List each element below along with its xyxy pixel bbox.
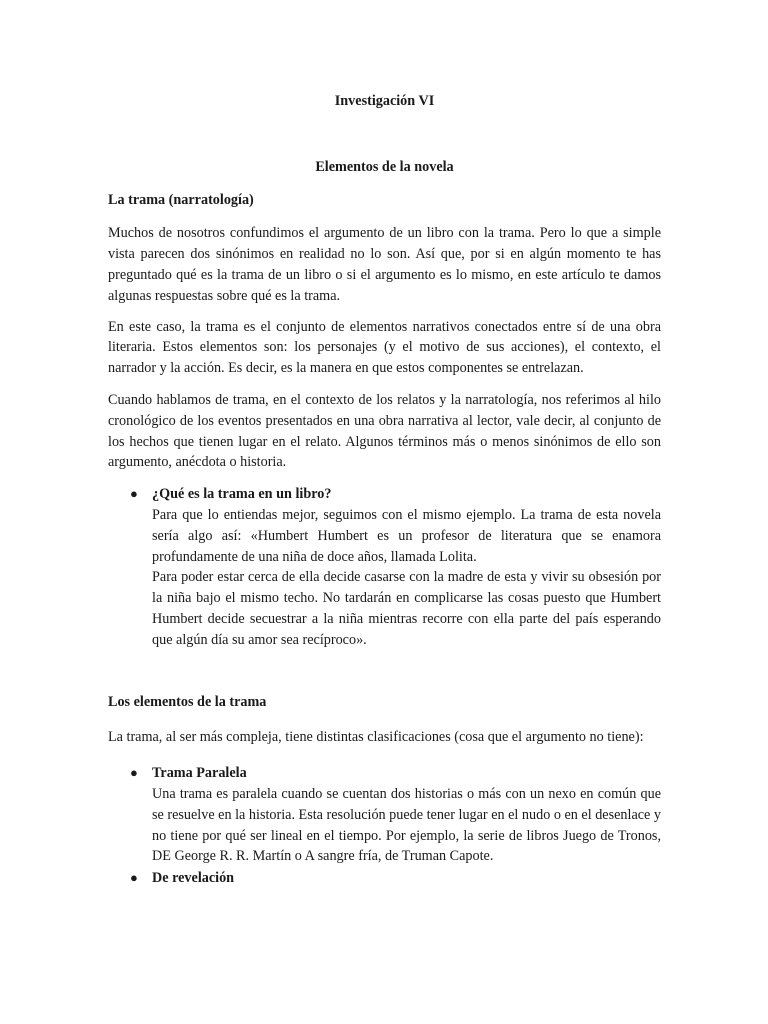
bullet-icon: ● xyxy=(130,765,138,781)
bullet-title: De revelación xyxy=(152,870,235,887)
bullet-icon: ● xyxy=(130,486,138,502)
document-page xyxy=(108,0,661,1024)
list-item xyxy=(108,868,661,889)
bullet-text: Para poder estar cerca de ella decide casarse con la madre de esta y vivir su obsesión por la niña bajo el mismo techo. No tardarán en complicarse las cosas puesto que Humbert Humbert decide secuestrar a la niña mientras recorre con ella parte del país esperando que algún día su amor sea recíproco». xyxy=(152,569,661,648)
bullet-list-trama xyxy=(108,484,661,650)
bullet-title: Trama Paralela xyxy=(152,765,247,782)
bullet-text: Una trama es paralela cuando se cuentan dos historias o más con un nexo en común que se resuelve en la historia. Esta resolución puede tener lugar en el nudo o en el desenlace y no tiene por qué ser lineal en el tiempo. Por ejemplo, la serie de libros Juego de Tronos, DE George R. R. Martín o A sangre fría, de Truman Capote. xyxy=(152,785,661,865)
document-subtitle: Elementos de la novela xyxy=(315,158,454,175)
list-item xyxy=(108,763,661,867)
list-item xyxy=(108,484,661,650)
bullet-text: Para que lo entiendas mejor, seguimos con el mismo ejemplo. La trama de esta novela sería algo así: «Humbert Humbert es un profesor de literatura que se enamora profundamente de una niña de doce años, llamada Lolita. xyxy=(152,506,661,565)
paragraph-definition: En este caso, la trama es el conjunto de elementos narrativos conectados entre sí de una obra literaria. Estos elementos son: los personajes (y el motivo de sus acciones), el contexto, el narrador y la acción. Es decir, es la manera en que estos componentes se entrelazan. xyxy=(108,318,661,377)
paragraph-intro: Muchos de nosotros confundimos el argumento de un libro con la trama. Pero lo que a simple vista parecen dos sinónimos en realidad no lo son. Así que, por si en algún momento te has preguntado qué es la trama de un libro o si el argumento es lo mismo, en este artículo te damos algunas respuestas sobre qué es la trama. xyxy=(108,225,661,304)
bullet-title: ¿Qué es la trama en un libro? xyxy=(152,486,332,503)
section-heading-trama: La trama (narratología) xyxy=(108,191,254,208)
paragraph-narratology: Cuando hablamos de trama, en el contexto de los relatos y la narratología, nos referimos al hilo cronológico de los eventos presentados en una obra narrativa al lector, vale decir, al conjunto de los hechos que tienen lugar en el relato. Algunos términos más o menos sinónimos de ello son argumento, anécdota o historia. xyxy=(108,391,661,471)
bullet-list-elementos xyxy=(108,763,661,889)
section-heading-elementos: Los elementos de la trama xyxy=(108,693,267,710)
bullet-icon: ● xyxy=(130,870,138,886)
document-title: Investigación VI xyxy=(334,93,435,109)
paragraph-clasificaciones: La trama, al ser más compleja, tiene distintas clasificaciones (cosa que el argumento no tiene): xyxy=(108,729,644,746)
